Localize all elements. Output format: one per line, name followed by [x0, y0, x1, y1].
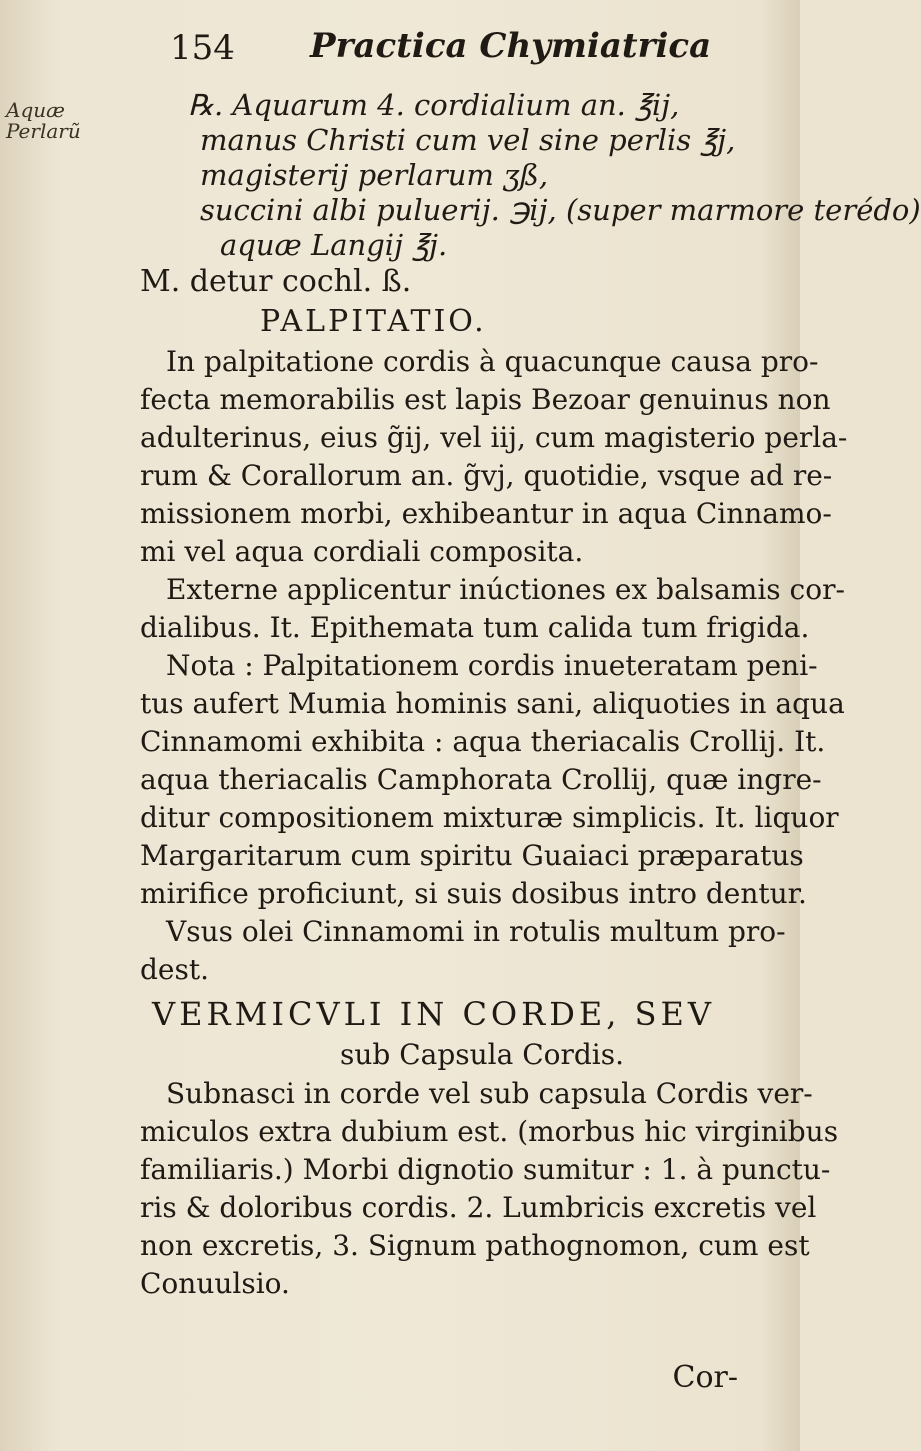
text-line: ditur compositionem mixturæ simplicis. It. liquor — [140, 801, 839, 834]
text-line: ris & doloribus cordis. 2. Lumbricis excretis vel — [140, 1191, 817, 1224]
running-title: Practica Chymiatrica — [310, 26, 712, 66]
recipe-line: succini albi puluerij. ℈ij, (super marmore terédo) — [200, 193, 921, 227]
recipe-line: manus Christi cum vel sine perlis ℥j, — [200, 123, 736, 157]
text-line: adulterinus, eius g̃ij, vel iij, cum magisterio perla- — [140, 421, 848, 454]
text-line: Externe applicentur inúctiones ex balsamis cor- — [166, 573, 845, 606]
section-title-vermiculi: VERMICVLI IN CORDE, SEV — [152, 995, 715, 1033]
recipe-line: ℞. Aquarum 4. cordialium an. ℥ij, — [188, 88, 680, 122]
section-title-palpitatio: PALPITATIO. — [260, 304, 487, 339]
text-line: miculos extra dubium est. (morbus hic virginibus — [140, 1115, 839, 1148]
text-line: mi vel aqua cordiali composita. — [140, 535, 584, 568]
text-line: aqua theriacalis Camphorata Crollij, quæ ingre- — [140, 763, 822, 796]
text-line: Margaritarum cum spiritu Guaiaci præparatus — [140, 839, 804, 872]
text-line: Cinnamomi exhibita : aqua theriacalis Crollij. It. — [140, 725, 826, 758]
text-line: non excretis, 3. Signum pathognomon, cum est — [140, 1229, 810, 1262]
text-line: mirifice proficiunt, si suis dosibus intro dentur. — [140, 877, 807, 910]
section-text-vermiculi — [140, 1075, 839, 1303]
margin-note-line: Aquæ — [6, 98, 65, 122]
text-line: missionem morbi, exhibeantur in aqua Cinnamo- — [140, 497, 832, 530]
margin-note — [6, 100, 101, 142]
page-header — [170, 22, 740, 78]
text-line: rum & Corallorum an. g̃vj, quotidie, vsque ad re- — [140, 459, 833, 492]
text-line: tus aufert Mumia hominis sani, aliquoties in aqua — [140, 687, 845, 720]
text-line: Nota : Palpitationem cordis inueteratam peni- — [166, 649, 818, 682]
text-line: dest. — [140, 953, 210, 986]
text-line: fecta memorabilis est lapis Bezoar genuinus non — [140, 383, 831, 416]
page-body — [140, 88, 921, 1303]
recipe — [140, 88, 921, 263]
recipe-line: aquæ Langij ℥j. — [220, 228, 448, 262]
margin-note-line: Perlarũ — [6, 119, 81, 143]
text-line: Subnasci in corde vel sub capsula Cordis ver- — [166, 1077, 813, 1110]
text-line: dialibus. It. Epithemata tum calida tum frigida. — [140, 611, 810, 644]
section-text-palpitatio — [140, 343, 848, 989]
text-line: Conuulsio. — [140, 1267, 290, 1300]
recipe-line: magisterij perlarum ʒß, — [200, 158, 549, 192]
catchword: Cor- — [672, 1360, 738, 1395]
page-number: 154 — [170, 28, 235, 68]
dose-line: M. detur cochl. ß. — [140, 264, 412, 299]
section-subtitle: sub Capsula Cordis. — [340, 1038, 625, 1071]
text-line: familiaris.) Morbi dignotio sumitur : 1. à punctu- — [140, 1153, 831, 1186]
text-line: In palpitatione cordis à quacunque causa pro- — [166, 345, 819, 378]
text-line: Vsus olei Cinnamomi in rotulis multum pro- — [166, 915, 786, 948]
